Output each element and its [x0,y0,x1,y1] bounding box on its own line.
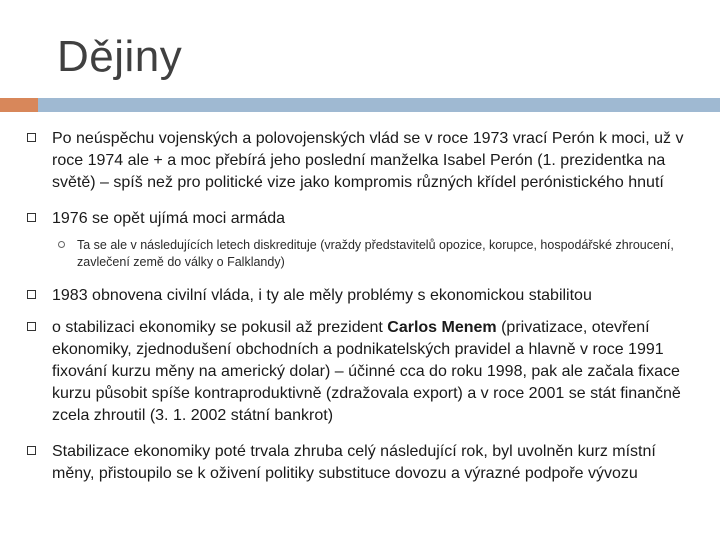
square-bullet-icon [27,290,36,299]
list-item-text [52,317,700,427]
list-item-text: 1976 se opět ujímá moci armáda [52,210,286,227]
square-bullet-icon [27,213,36,222]
list-item [0,128,720,194]
square-bullet-icon [27,446,36,455]
title-bar [38,98,720,112]
sub-list-item [0,237,720,271]
list-item-bold-name: Carlos Menem [387,319,497,336]
list-item [0,285,720,307]
sub-list-item-text: Ta se ale v následujících letech diskredituje (vraždy představitelů opozice, korupce, hospodářské zhroucení, zavlečení země do války o Falklandy) [77,238,674,269]
list-item-text: Stabilizace ekonomiky poté trvala zhruba celý následující rok, byl uvolněn kurz místní měny, přistoupilo se k oživení politiky substituce dovozu a výrazné podpoře vývozu [52,443,656,482]
title-bar-accent [0,98,38,112]
bullet-list [0,128,720,485]
list-item [0,441,720,485]
square-bullet-icon [27,322,36,331]
list-item [0,317,720,427]
list-item-text: Po neúspěchu vojenských a polovojenských vlád se v roce 1973 vrací Perón k moci, už v roce 1974 ale + a moc přebírá jeho poslední manželka Isabel Perón (1. prezidentka na světě) – spíš než pro politické vize jako kompromis různých křídel perónistického hnutí [52,130,684,191]
list-item [0,208,720,230]
slide-title: Dějiny [57,32,183,81]
list-item-text: 1983 obnovena civilní vláda, i ty ale měly problémy s ekonomickou stabilitou [52,287,592,304]
circle-bullet-icon [58,241,65,248]
list-item-text-part: o stabilizaci ekonomiky se pokusil až prezident [52,319,388,336]
square-bullet-icon [27,133,36,142]
list-item-text-part: (privatizace, otevření ekonomiky, zjednodušení obchodních a podnikatelských pravidel a hlavně v roce 1991 fixování kurzu měny na americký dolar) – účinné cca do roku 1998, pak ale začala fixace kurzu působit spíše kontraproduktivně (zdražovala export) a v roce 2001 se stát finančně zcela zhroutil (3. 1. 2002 státní bankrot) [52,319,681,424]
